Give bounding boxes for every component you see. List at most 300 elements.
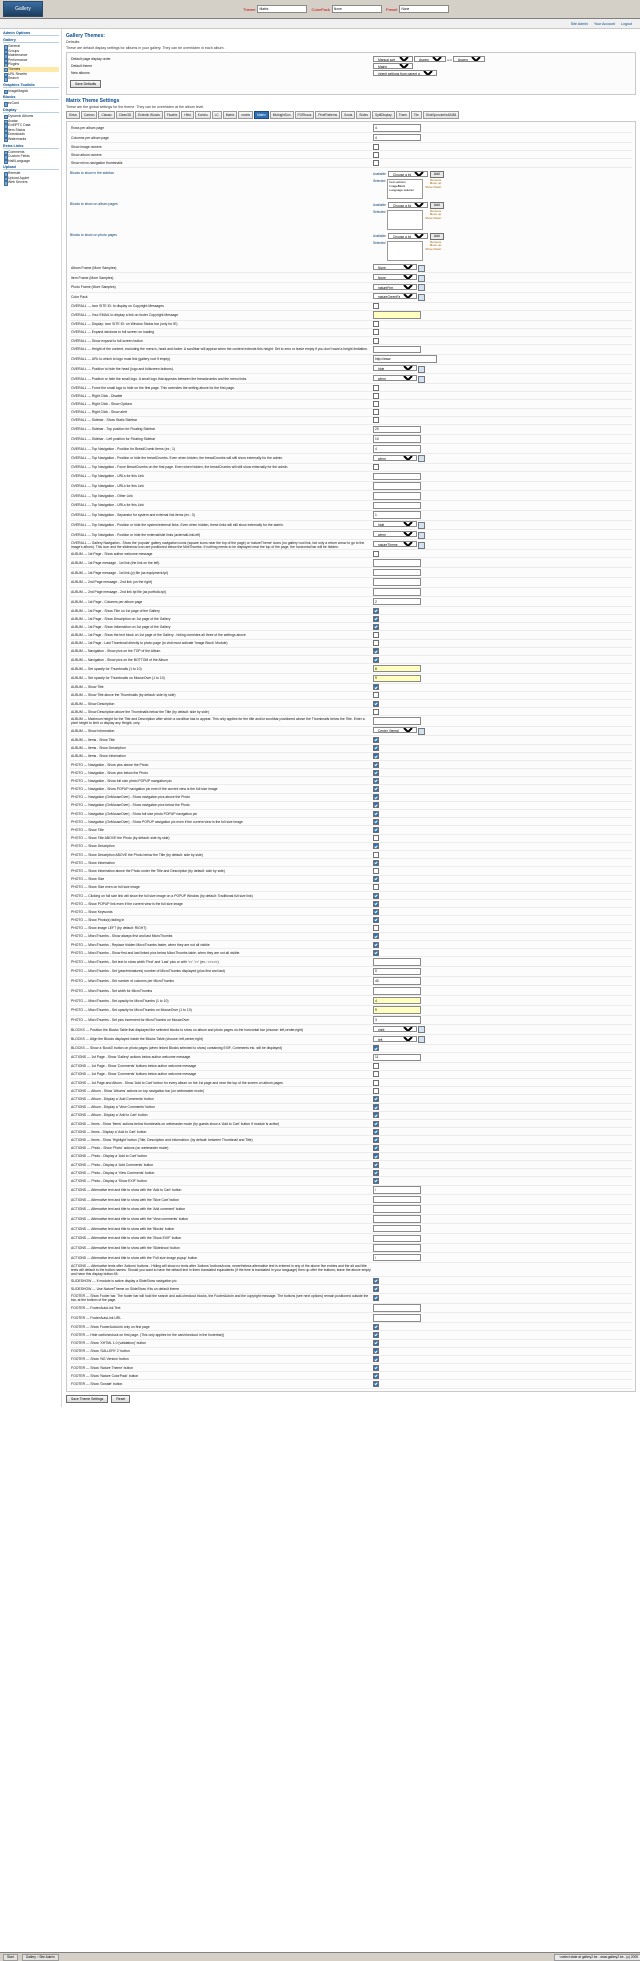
setting-checkbox[interactable] xyxy=(373,925,379,931)
setting-checkbox[interactable] xyxy=(373,794,379,800)
available-label: Available xyxy=(373,172,386,176)
setting-checkbox[interactable] xyxy=(373,709,379,715)
setting-text-input[interactable] xyxy=(373,958,421,966)
setting-row xyxy=(70,949,632,957)
setting-control xyxy=(372,1062,632,1070)
setting-text-input[interactable] xyxy=(373,482,421,490)
color-swatch-icon xyxy=(418,376,425,383)
setting-checkbox[interactable] xyxy=(373,648,379,654)
setting-checkbox[interactable] xyxy=(373,1080,379,1086)
sidebar-item-label: Groups xyxy=(8,48,20,53)
setting-checkbox[interactable] xyxy=(373,152,379,158)
tab-slides[interactable]: Slides xyxy=(356,111,371,119)
setting-text-input[interactable] xyxy=(373,977,421,985)
setting-control xyxy=(372,699,632,707)
tab-matrix[interactable]: matrix xyxy=(238,111,253,119)
setting-text-input[interactable] xyxy=(373,578,421,586)
tab-pixelpatterns[interactable]: PixelPatterns xyxy=(315,111,340,119)
tab-matrix[interactable]: Matrix xyxy=(223,111,238,119)
setting-row xyxy=(70,967,632,977)
setting-label: OVERALL --- Expand windows to full screen on loading xyxy=(70,328,372,336)
block-action-link[interactable]: Move up xyxy=(429,181,442,186)
setting-control xyxy=(372,708,632,716)
setting-control xyxy=(372,760,632,768)
list-item[interactable]: ImageBlock xyxy=(389,183,406,188)
save-defaults-button[interactable]: Save Defaults xyxy=(70,80,101,88)
setting-checkbox[interactable] xyxy=(373,852,379,858)
setting-control xyxy=(372,1364,632,1372)
setting-control xyxy=(372,957,632,967)
setting-text-input[interactable] xyxy=(373,435,421,443)
setting-checkbox[interactable] xyxy=(373,1286,379,1292)
setting-text-input[interactable] xyxy=(373,1016,421,1024)
setting-checkbox[interactable] xyxy=(373,933,379,939)
setting-text-input[interactable] xyxy=(373,311,421,319)
setting-checkbox[interactable] xyxy=(373,917,379,923)
link-logout[interactable]: Logout xyxy=(621,21,632,26)
color-swatch-icon xyxy=(418,265,425,272)
setting-label: OVERALL --- Position to hide the head (logo and fullscreen buttons). xyxy=(70,364,372,374)
setting-row xyxy=(70,623,632,631)
sidebar-item-label: Custom Fields xyxy=(8,154,30,159)
setting-control xyxy=(372,900,632,908)
setting-checkbox[interactable] xyxy=(373,835,379,841)
setting-checkbox[interactable] xyxy=(373,1045,379,1051)
selected-blocks-list[interactable] xyxy=(387,241,423,261)
tab-sonia[interactable]: Sonia xyxy=(341,111,355,119)
add-block-button[interactable]: Add xyxy=(430,171,444,178)
sidebar-item-imagemagick[interactable] xyxy=(3,89,59,94)
tab-siriux[interactable]: Siriux xyxy=(66,111,80,119)
setting-checkbox[interactable] xyxy=(373,843,379,849)
setting-row xyxy=(70,932,632,940)
setting-row xyxy=(70,283,632,293)
setting-text-input[interactable] xyxy=(373,473,421,481)
setting-row xyxy=(70,691,632,699)
setting-text-input[interactable] xyxy=(373,492,421,500)
sidebar-item-search[interactable] xyxy=(3,76,59,81)
available-block-select[interactable] xyxy=(388,202,428,208)
setting-text-input[interactable] xyxy=(373,559,421,567)
sidebar-item-half-language[interactable] xyxy=(3,159,59,164)
setting-text-input[interactable] xyxy=(373,1235,421,1243)
setting-checkbox[interactable] xyxy=(373,1356,379,1362)
setting-text-input[interactable] xyxy=(373,717,421,725)
setting-checkbox[interactable] xyxy=(373,1178,379,1184)
setting-checkbox[interactable] xyxy=(373,1112,379,1118)
tab-kurtzlu[interactable]: Kurtzlu xyxy=(195,111,211,119)
setting-checkbox[interactable] xyxy=(373,753,379,759)
add-block-button[interactable]: Add xyxy=(430,233,444,240)
sidebar-item-ezcard[interactable] xyxy=(3,101,59,106)
setting-checkbox[interactable] xyxy=(373,701,379,707)
setting-control xyxy=(372,1025,632,1035)
setting-checkbox[interactable] xyxy=(373,1332,379,1338)
setting-row xyxy=(70,1005,632,1015)
setting-text-input[interactable] xyxy=(373,1304,421,1312)
label-default-order: Default page display order xyxy=(71,56,111,61)
setting-checkbox[interactable] xyxy=(373,762,379,768)
setting-label: PHOTO --- Navigation (OnMouseOver) - Show full size photo POPUP navigation pic xyxy=(70,810,372,818)
tab-tile[interactable]: Tile xyxy=(411,111,422,119)
setting-label: ALBUM --- Items - Show Description xyxy=(70,744,372,752)
setting-select[interactable] xyxy=(373,455,417,461)
setting-checkbox[interactable] xyxy=(373,144,379,150)
setting-checkbox[interactable] xyxy=(373,1278,379,1284)
setting-row xyxy=(70,302,632,310)
setting-label: PHOTO --- Show Photo(s) fading in xyxy=(70,916,372,924)
setting-checkbox[interactable] xyxy=(373,1121,379,1127)
available-block-select[interactable] xyxy=(388,171,428,177)
setting-checkbox[interactable] xyxy=(373,1063,379,1069)
color-swatch-icon xyxy=(418,728,425,735)
setting-control xyxy=(372,1136,632,1144)
setting-text-input[interactable] xyxy=(373,968,421,976)
setting-label: ACTIONS --- Alternative texts offer 'Actions' buttons - Hiding will show no texts after 'Actions' buttons/icons, nevertheless alternative text is entered in any of the above five entries and the alt and title texts will default to the button names. Should you want to have the default text in them translated equivalents (if the time is translated in your language) then up offer the buttons; leave the above empty and have this display button-fill. xyxy=(71,1263,371,1276)
tab-eclectic-woods[interactable]: Eclectic Woods xyxy=(135,111,163,119)
setting-row xyxy=(70,716,632,726)
selected-blocks-list[interactable] xyxy=(387,179,423,199)
setting-select[interactable] xyxy=(373,1036,417,1042)
link-site-admin[interactable]: Site Admin xyxy=(570,21,588,26)
tab-clean3d[interactable]: Clean3D xyxy=(116,111,134,119)
setting-checkbox[interactable] xyxy=(373,770,379,776)
bullet-icon xyxy=(4,102,9,107)
block-action-link[interactable]: Move up xyxy=(429,212,442,217)
select-default-order-dir[interactable] xyxy=(414,56,446,62)
setting-checkbox[interactable] xyxy=(373,876,379,882)
setting-label: ALBUM --- Show Title above the Thumbnails (by default: side by side) xyxy=(70,691,372,699)
setting-control xyxy=(372,606,632,614)
setting-checkbox[interactable] xyxy=(373,1295,379,1301)
setting-control xyxy=(372,283,632,293)
tab-classic[interactable]: Classic xyxy=(98,111,114,119)
setting-select[interactable] xyxy=(373,264,417,270)
setting-checkbox[interactable] xyxy=(373,1129,379,1135)
field-theme-input[interactable] xyxy=(257,5,307,13)
setting-checkbox[interactable] xyxy=(373,1162,379,1168)
setting-select[interactable] xyxy=(373,1026,417,1032)
sidebar-group-title: Gallery xyxy=(3,38,59,43)
tab-hiltd[interactable]: Hiltd xyxy=(181,111,193,119)
setting-checkbox[interactable] xyxy=(373,692,379,698)
defaults-panel xyxy=(66,52,636,95)
setting-select[interactable] xyxy=(373,284,417,290)
selected-label: Selected xyxy=(373,240,386,245)
setting-label: PHOTO --- MicroThumbs - Set opacity for MicroThumbs on MouseOver (1 to 10) xyxy=(70,1005,372,1015)
setting-select[interactable] xyxy=(373,293,417,299)
setting-select[interactable] xyxy=(373,375,417,381)
setting-row xyxy=(70,577,632,587)
tab-matrix[interactable]: Matrix xyxy=(254,111,269,119)
setting-control xyxy=(372,336,632,344)
tab-carbon[interactable]: Carbon xyxy=(81,111,97,119)
setting-row xyxy=(70,1015,632,1025)
setting-text-input[interactable] xyxy=(373,588,421,596)
sidebar-item-label: Performance xyxy=(8,57,28,62)
setting-label: PHOTO --- Navigation (OnMouseOver) - Show navigation pics above the Photo xyxy=(70,793,372,801)
setting-row xyxy=(70,916,632,924)
tab-shotsprocket-x48484[interactable]: ShotSprocket/x48484 xyxy=(423,111,459,119)
setting-row xyxy=(70,1177,632,1185)
setting-label: ACTIONS --- Album - Display a 'Add to Cart' button xyxy=(70,1111,372,1119)
setting-checkbox[interactable] xyxy=(373,745,379,751)
setting-row xyxy=(70,550,632,558)
setting-checkbox[interactable] xyxy=(373,1373,379,1379)
setting-checkbox[interactable] xyxy=(373,884,379,890)
setting-text-input[interactable] xyxy=(373,598,421,606)
setting-text-input[interactable] xyxy=(373,1054,421,1062)
setting-select[interactable] xyxy=(373,531,417,537)
sidebar-item-label: Search xyxy=(8,76,19,81)
block-action-link[interactable]: Remove xyxy=(430,177,442,182)
setting-row xyxy=(70,883,632,891)
select-default-order[interactable] xyxy=(373,56,413,62)
setting-text-input[interactable] xyxy=(373,1186,421,1194)
setting-checkbox[interactable] xyxy=(373,393,379,399)
setting-text-input[interactable] xyxy=(373,997,421,1005)
sidebar-group-title: Upload xyxy=(3,165,59,170)
tab-tham[interactable]: Tham xyxy=(396,111,410,119)
setting-control xyxy=(372,374,632,384)
setting-control xyxy=(372,664,632,674)
setting-control xyxy=(372,736,632,744)
setting-text-input[interactable] xyxy=(373,675,421,683)
label-new-albums: New albums xyxy=(71,70,90,75)
select-default-theme[interactable] xyxy=(373,63,413,69)
setting-checkbox[interactable] xyxy=(373,893,379,899)
setting-checkbox[interactable] xyxy=(373,1170,379,1176)
setting-checkbox[interactable] xyxy=(373,385,379,391)
setting-checkbox[interactable] xyxy=(373,827,379,833)
setting-checkbox[interactable] xyxy=(373,1071,379,1077)
setting-select[interactable] xyxy=(373,274,417,280)
available-block-select[interactable] xyxy=(388,233,428,239)
setting-checkbox[interactable] xyxy=(373,684,379,690)
list-item[interactable]: Item.actions xyxy=(389,179,406,184)
setting-text-input[interactable] xyxy=(373,1205,421,1213)
setting-checkbox[interactable] xyxy=(373,657,379,663)
tab-lc[interactable]: LC xyxy=(212,111,222,119)
setting-checkbox[interactable] xyxy=(373,860,379,866)
setting-row xyxy=(70,793,632,801)
setting-control xyxy=(372,1339,632,1347)
setting-text-input[interactable] xyxy=(373,134,421,142)
block-action-link[interactable]: Move Down xyxy=(425,246,442,251)
setting-checkbox[interactable] xyxy=(373,1096,379,1102)
setting-control xyxy=(372,1185,632,1195)
setting-checkbox[interactable] xyxy=(373,1153,379,1159)
save-theme-settings-button[interactable]: Save Theme Settings xyxy=(66,1395,108,1403)
setting-label: OVERALL --- Top Navigation - URLs for this Link xyxy=(70,501,372,511)
setting-checkbox[interactable] xyxy=(373,1381,379,1387)
setting-checkbox[interactable] xyxy=(373,401,379,407)
setting-checkbox[interactable] xyxy=(373,1348,379,1354)
selected-blocks-list[interactable] xyxy=(387,210,423,230)
setting-label: ALBUM --- 1st Page - Last Thumbnail directly to photo page (to visit must activate 'Image Block' Module) xyxy=(70,639,372,647)
setting-label: ALBUM --- Show Information xyxy=(70,726,372,736)
setting-checkbox[interactable] xyxy=(373,1145,379,1151)
setting-text-input[interactable] xyxy=(373,124,421,132)
field-colorpack-input[interactable] xyxy=(332,5,382,13)
setting-row xyxy=(70,1128,632,1136)
tab-floatrix[interactable]: Floatrix xyxy=(164,111,180,119)
setting-checkbox[interactable] xyxy=(373,950,379,956)
block-action-link[interactable]: Move Down xyxy=(425,215,442,220)
setting-checkbox[interactable] xyxy=(373,909,379,915)
block-action-link[interactable]: Remove xyxy=(430,208,442,213)
setting-text-input[interactable] xyxy=(373,1254,421,1262)
setting-label: OVERALL --- Top Navigation - URLs for this Link xyxy=(70,481,372,491)
setting-label: SLIDESHOW --- Use NatureTheme on SlideShow if its on default theme xyxy=(70,1285,372,1293)
setting-checkbox[interactable] xyxy=(373,1088,379,1094)
control-default-order xyxy=(372,55,632,62)
setting-row xyxy=(70,264,632,273)
setting-select[interactable] xyxy=(373,727,417,733)
setting-row xyxy=(70,639,632,647)
setting-checkbox[interactable] xyxy=(373,811,379,817)
setting-label: OVERALL --- Top Navigation - Position or hide the system/external links. Even when hidden, these links will still show externally for the admin. xyxy=(70,520,372,530)
setting-text-input[interactable] xyxy=(373,502,421,510)
setting-checkbox[interactable] xyxy=(373,942,379,948)
select-default-order-dir2[interactable] xyxy=(453,56,485,62)
taskbar-window-button[interactable]: Gallery :: Site Admin xyxy=(22,1954,59,1961)
setting-checkbox[interactable] xyxy=(373,616,379,622)
setting-row xyxy=(70,336,632,344)
setting-text-input[interactable] xyxy=(373,1314,421,1322)
color-swatch-icon xyxy=(418,1026,425,1033)
setting-control xyxy=(372,1079,632,1087)
sidebar-item-watermarks[interactable] xyxy=(3,137,59,142)
setting-checkbox[interactable] xyxy=(373,329,379,335)
setting-label: ACTIONS --- Alternative text and title to show with the 'Show EXIF' button xyxy=(70,1233,372,1243)
setting-checkbox[interactable] xyxy=(373,417,379,423)
setting-checkbox[interactable] xyxy=(373,1340,379,1346)
setting-checkbox[interactable] xyxy=(373,1137,379,1143)
setting-row xyxy=(70,520,632,530)
setting-checkbox[interactable] xyxy=(373,778,379,784)
setting-row xyxy=(70,364,632,374)
setting-text-input[interactable] xyxy=(373,1225,421,1233)
setting-select[interactable] xyxy=(373,365,417,371)
setting-checkbox[interactable] xyxy=(373,901,379,907)
setting-text-input[interactable] xyxy=(373,1244,421,1252)
tab-pgrhaus[interactable]: PGRhaus xyxy=(295,111,315,119)
setting-checkbox[interactable] xyxy=(373,868,379,874)
setting-row xyxy=(70,1079,632,1087)
add-block-button[interactable]: Add xyxy=(430,202,444,209)
setting-row xyxy=(70,1263,632,1277)
setting-row xyxy=(70,463,632,471)
setting-control xyxy=(372,986,632,996)
setting-label: ACTIONS --- Alternative text and title to show with the 'Slice Cart' button xyxy=(70,1195,372,1205)
setting-checkbox[interactable] xyxy=(373,608,379,614)
setting-label: ALBUM --- 1st Page - Show the text block on 1st page of the Gallery - hiding overrides all three of the settings above xyxy=(70,631,372,639)
setting-control xyxy=(372,273,632,283)
setting-control xyxy=(372,726,632,736)
sidebar-item-web-servers[interactable] xyxy=(3,180,59,185)
setting-checkbox[interactable] xyxy=(373,802,379,808)
reset-button[interactable]: Reset xyxy=(111,1395,130,1403)
setting-text-input[interactable] xyxy=(373,346,421,354)
setting-checkbox[interactable] xyxy=(373,409,379,415)
link-your-account[interactable]: Your Account xyxy=(593,21,615,26)
list-item[interactable]: Language selector xyxy=(389,187,415,192)
setting-control xyxy=(372,463,632,471)
start-button[interactable]: Start xyxy=(3,1954,18,1961)
setting-text-input[interactable] xyxy=(373,426,421,434)
setting-control xyxy=(372,1285,632,1293)
setting-select[interactable] xyxy=(373,521,417,527)
setting-row xyxy=(70,1144,632,1152)
setting-label: PHOTO --- Navigation (OnMouseOver) - Show POPUP navigation pic even if the current view is the full size image xyxy=(70,818,372,826)
field-preset-input[interactable] xyxy=(399,5,449,13)
setting-select[interactable] xyxy=(373,541,417,547)
block-action-link[interactable]: Remove xyxy=(430,239,442,244)
setting-checkbox[interactable] xyxy=(373,551,379,557)
setting-text-input[interactable] xyxy=(373,665,421,673)
setting-control xyxy=(372,1128,632,1136)
setting-row xyxy=(70,434,632,444)
setting-label: ALBUM --- Show Title xyxy=(70,683,372,691)
setting-text-input[interactable] xyxy=(373,355,437,363)
theme-quick-fields xyxy=(243,5,449,13)
setting-checkbox[interactable] xyxy=(373,338,379,344)
setting-checkbox[interactable] xyxy=(373,1365,379,1371)
setting-control xyxy=(372,354,632,364)
setting-checkbox[interactable] xyxy=(373,819,379,825)
setting-control xyxy=(372,769,632,777)
tab-midnightsun[interactable]: MidnightSun xyxy=(270,111,294,119)
block-action-link[interactable]: Move Down xyxy=(425,184,442,189)
setting-checkbox[interactable] xyxy=(373,640,379,646)
setting-row xyxy=(70,530,632,540)
setting-row xyxy=(70,540,632,550)
setting-text-input[interactable] xyxy=(373,987,421,995)
setting-row xyxy=(70,1044,632,1052)
sidebar-group xyxy=(3,144,59,164)
setting-checkbox[interactable] xyxy=(373,786,379,792)
setting-checkbox[interactable] xyxy=(373,632,379,638)
setting-control xyxy=(372,587,632,597)
sidebar-group xyxy=(3,38,59,81)
setting-control xyxy=(372,891,632,899)
setting-checkbox[interactable] xyxy=(373,160,379,166)
setting-checkbox[interactable] xyxy=(373,321,379,327)
block-action-link[interactable]: Move up xyxy=(429,243,442,248)
setting-control xyxy=(372,1380,632,1388)
setting-control xyxy=(372,752,632,760)
setting-text-input[interactable] xyxy=(373,511,421,519)
setting-checkbox[interactable] xyxy=(373,1324,379,1330)
select-new-albums[interactable] xyxy=(373,70,437,76)
setting-text-input[interactable] xyxy=(373,1006,421,1014)
setting-text-input[interactable] xyxy=(373,445,421,453)
color-swatch-icon xyxy=(418,522,425,529)
setting-checkbox[interactable] xyxy=(373,737,379,743)
tab-splitdisplay[interactable]: SplitDisplay xyxy=(372,111,395,119)
setting-text-input[interactable] xyxy=(373,569,421,577)
setting-text-input[interactable] xyxy=(373,1196,421,1204)
setting-checkbox[interactable] xyxy=(373,1104,379,1110)
setting-checkbox[interactable] xyxy=(373,464,379,470)
setting-label: FOOTER --- FooterAutoLink URL xyxy=(70,1313,372,1323)
setting-checkbox[interactable] xyxy=(373,303,379,309)
setting-text-input[interactable] xyxy=(373,1215,421,1223)
setting-control xyxy=(372,1243,632,1253)
setting-checkbox[interactable] xyxy=(373,624,379,630)
taskbar-status: <select state at gallery2.be - www.gallery2.be - (c) 2005 xyxy=(554,1954,640,1961)
